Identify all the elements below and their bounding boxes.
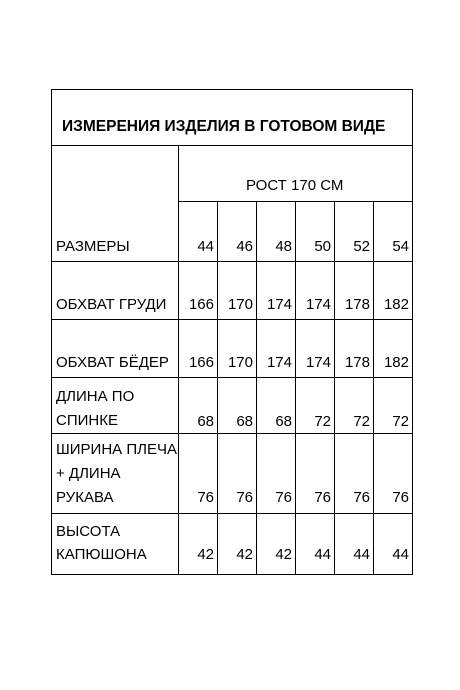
back-length-value: 68 bbox=[275, 413, 292, 430]
row-label-back-length: ДЛИНА ПО bbox=[56, 388, 135, 405]
chest-value: 170 bbox=[227, 296, 253, 313]
hips-value: 174 bbox=[266, 354, 292, 371]
hips-value: 182 bbox=[383, 354, 409, 371]
size-column-divider bbox=[334, 201, 335, 575]
hood-height-value: 42 bbox=[236, 546, 253, 563]
hood-height-value: 42 bbox=[197, 546, 214, 563]
shoulder-sleeve-value: 76 bbox=[197, 489, 214, 506]
hips-value: 174 bbox=[305, 354, 331, 371]
table-border-bottom bbox=[51, 574, 413, 575]
size-value: 48 bbox=[275, 238, 292, 255]
table-border-top bbox=[51, 89, 413, 90]
row-label-sizes: РАЗМЕРЫ bbox=[56, 238, 130, 255]
shoulder-sleeve-value: 76 bbox=[236, 489, 253, 506]
hood-height-value: 44 bbox=[314, 546, 331, 563]
size-column-divider bbox=[217, 201, 218, 575]
shoulder-sleeve-value: 76 bbox=[275, 489, 292, 506]
shoulder-sleeve-value: 76 bbox=[353, 489, 370, 506]
table-border-left bbox=[51, 89, 52, 575]
row-label-shoulder-sleeve: + ДЛИНА bbox=[56, 465, 121, 482]
chest-value: 166 bbox=[188, 296, 214, 313]
size-column-divider bbox=[256, 201, 257, 575]
hood-height-value: 42 bbox=[275, 546, 292, 563]
hood-height-value: 44 bbox=[392, 546, 409, 563]
table-border-right bbox=[412, 89, 413, 575]
row-divider bbox=[51, 377, 413, 378]
back-length-value: 72 bbox=[392, 413, 409, 430]
chest-value: 174 bbox=[266, 296, 292, 313]
back-length-value: 72 bbox=[353, 413, 370, 430]
row-divider bbox=[51, 433, 413, 434]
hips-value: 170 bbox=[227, 354, 253, 371]
row-divider bbox=[51, 513, 413, 514]
size-value: 44 bbox=[197, 238, 214, 255]
back-length-value: 68 bbox=[236, 413, 253, 430]
size-value: 46 bbox=[236, 238, 253, 255]
chest-value: 178 bbox=[344, 296, 370, 313]
row-label-hips: ОБХВАТ БЁДЕР bbox=[56, 354, 169, 371]
row-divider bbox=[51, 319, 413, 320]
row-label-back-length: СПИНКЕ bbox=[56, 412, 118, 429]
back-length-value: 72 bbox=[314, 413, 331, 430]
size-value: 54 bbox=[392, 238, 409, 255]
row-label-hood-height: ВЫСОТА bbox=[56, 523, 121, 540]
size-column-divider bbox=[295, 201, 296, 575]
back-length-value: 68 bbox=[197, 413, 214, 430]
size-value: 50 bbox=[314, 238, 331, 255]
row-label-shoulder-sleeve: ШИРИНА ПЛЕЧА bbox=[56, 441, 177, 458]
title-row-divider bbox=[51, 145, 413, 146]
table-title: ИЗМЕРЕНИЯ ИЗДЕЛИЯ В ГОТОВОМ ВИДЕ bbox=[62, 118, 386, 135]
hips-value: 178 bbox=[344, 354, 370, 371]
row-label-chest: ОБХВАТ ГРУДИ bbox=[56, 296, 167, 313]
row-label-shoulder-sleeve: РУКАВА bbox=[56, 489, 114, 506]
row-label-hood-height: КАПЮШОНА bbox=[56, 546, 147, 563]
shoulder-sleeve-value: 76 bbox=[314, 489, 331, 506]
hips-value: 166 bbox=[188, 354, 214, 371]
row-divider bbox=[51, 261, 413, 262]
size-column-divider bbox=[373, 201, 374, 575]
height-label: РОСТ 170 СМ bbox=[246, 177, 344, 194]
chest-value: 174 bbox=[305, 296, 331, 313]
hood-height-value: 44 bbox=[353, 546, 370, 563]
shoulder-sleeve-value: 76 bbox=[392, 489, 409, 506]
size-value: 52 bbox=[353, 238, 370, 255]
chest-value: 182 bbox=[383, 296, 409, 313]
